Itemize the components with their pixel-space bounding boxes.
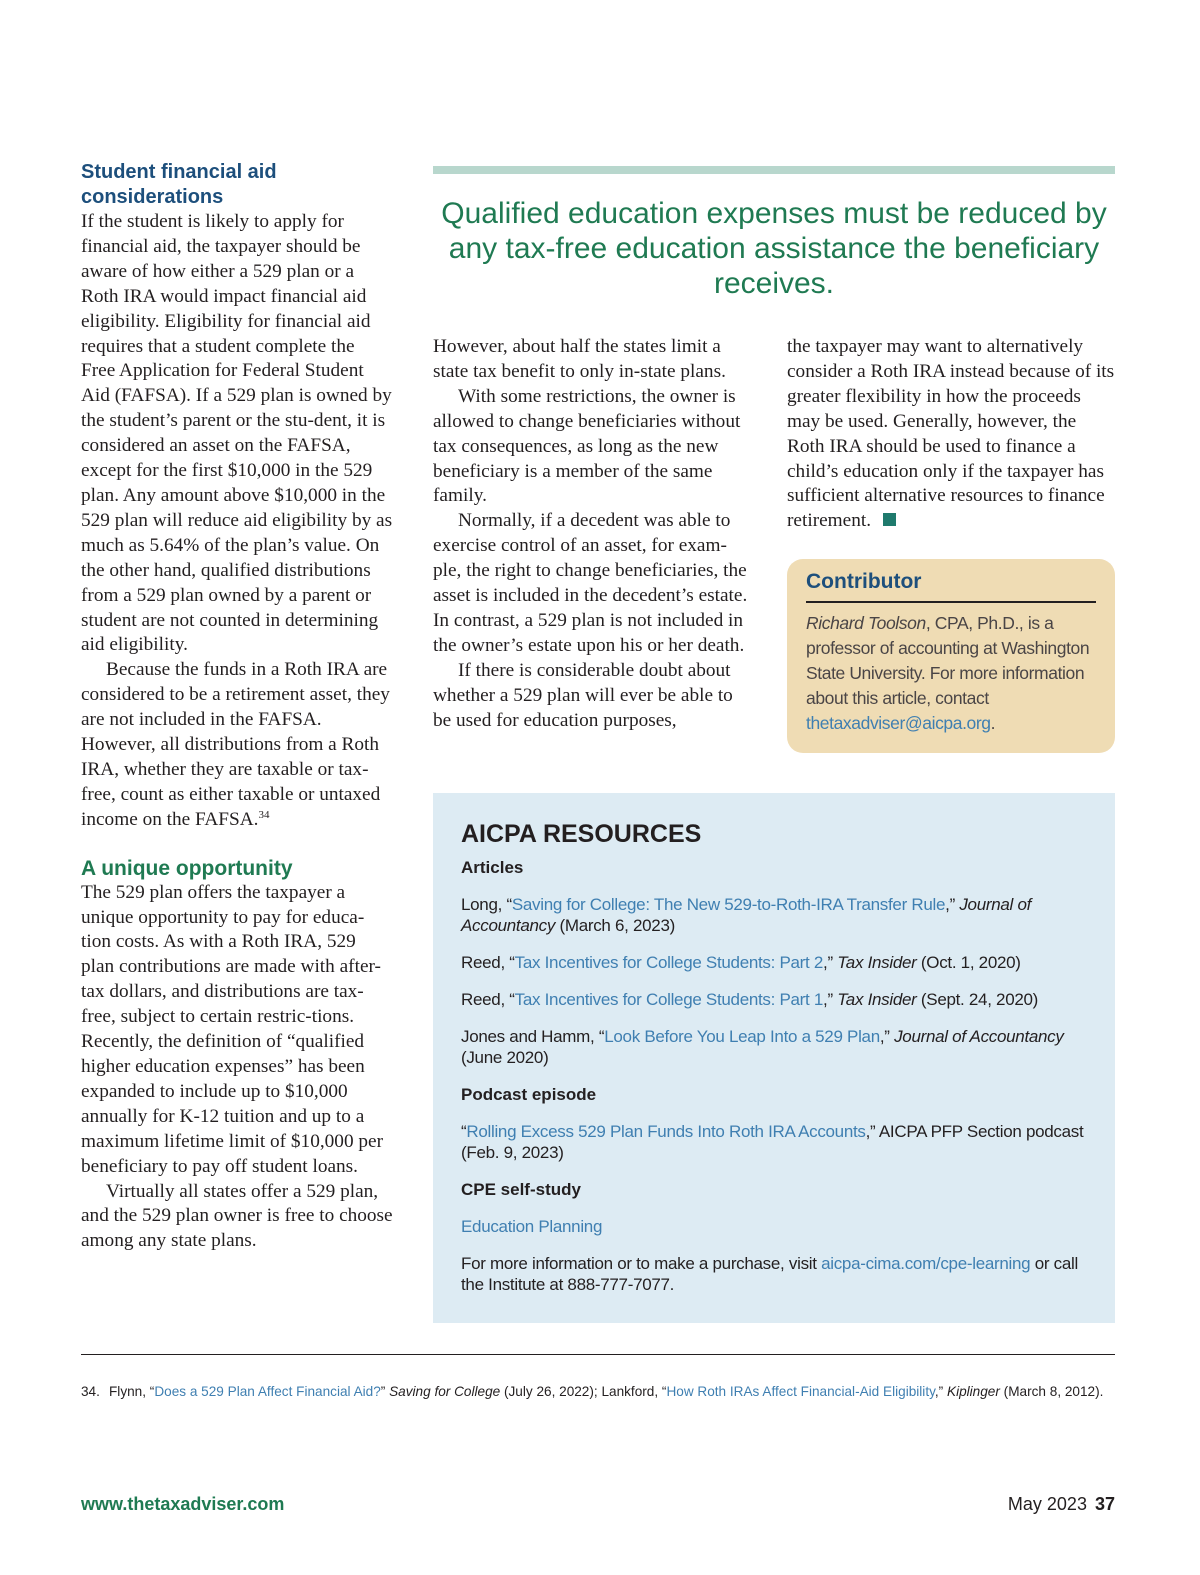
- right-column: [787, 335, 1117, 534]
- punctuation: ,”: [879, 1027, 895, 1046]
- podcast-link[interactable]: Rolling Excess 529 Plan Funds Into Roth IRA Accounts: [466, 1122, 866, 1141]
- publication-name: Journal of Accountancy: [894, 1027, 1064, 1046]
- cpe-heading: CPE self-study: [461, 1180, 581, 1199]
- article-link[interactable]: Look Before You Leap Into a 529 Plan: [604, 1027, 880, 1046]
- paragraph: Virtually all states offer a 529 plan, and the 529 plan owner is free to choose among any state plans.: [81, 1180, 393, 1252]
- footer-issue: [1008, 1493, 1115, 1515]
- article-link[interactable]: Saving for College: The New 529-to-Roth-IRA Transfer Rule: [511, 895, 946, 914]
- left-column: [81, 160, 393, 1254]
- footnote-divider: [81, 1354, 1115, 1355]
- article-author: Reed, “: [461, 953, 515, 972]
- end-mark-icon: [883, 513, 896, 526]
- footnote-text: (March 8, 2012).: [999, 1384, 1104, 1399]
- podcast-details: ,” AICPA PFP Section podcast (Feb. 9, 2023): [461, 1122, 1084, 1162]
- pull-quote: Qualified education expenses must be reduced by any tax-free education assistance the beneficiary receives.: [441, 197, 1107, 300]
- footnote: [81, 1382, 1115, 1402]
- podcast-heading: Podcast episode: [461, 1085, 597, 1104]
- footnote-text: Flynn, “: [109, 1384, 155, 1399]
- punctuation: ,”: [934, 1384, 947, 1399]
- publication-name: Saving for College: [389, 1384, 501, 1399]
- footnote-number: 34.: [81, 1384, 100, 1399]
- punctuation: ,”: [945, 895, 960, 914]
- paragraph: If there is considerable doubt about whether a 529 plan will ever be able to be used for education purposes,: [433, 659, 733, 731]
- publication-name: Tax Insider: [837, 990, 917, 1009]
- contributor-title: Contributor: [806, 569, 1096, 603]
- paragraph: [81, 658, 393, 832]
- publication-name: Tax Insider: [837, 953, 917, 972]
- cpe-link[interactable]: Education Planning: [461, 1217, 603, 1236]
- punctuation: ,”: [823, 953, 838, 972]
- section-heading-unique-opportunity: A unique opportunity: [81, 856, 293, 880]
- resources-info: [461, 1253, 1087, 1295]
- article-body-left: [81, 210, 393, 833]
- info-text: For more information or to make a purchase, visit: [461, 1254, 822, 1273]
- resource-article: [461, 894, 1087, 936]
- info-text: or call the Institute at 888-777-7077.: [461, 1254, 1078, 1294]
- paragraph: Normally, if a decedent was able to exercise control of an asset, for exam-ple, the right to change beneficiaries, the asset is included in the decedent’s estate. In contrast, a 529 plan is not included in the owner’s estate upon his or her death.: [433, 510, 748, 656]
- punctuation: ,”: [823, 990, 838, 1009]
- article-date: (Sept. 24, 2020): [916, 990, 1039, 1009]
- publication-name: Journal of Accountancy: [461, 895, 1032, 935]
- paragraph: If the student is likely to apply for financial aid, the taxpayer should be aware of how either a 529 plan or a Roth IRA would impact financial aid eligibility. Eligibility for financial aid requires that a student complete the Free Application for Federal Student Aid (FAFSA). If a 529 plan is owned by the student’s parent or the stu-dent, it is considered an asset on the FAFSA, except for the first $10,000 in the 529 plan. Any amount above $10,000 in the 529 plan will reduce aid eligibility by as much as 5.64% of the plan’s value. On the other hand, qualified distributions from a 529 plan owned by a parent or student are not counted in determining aid eligibility.: [81, 211, 393, 656]
- paragraph: The 529 plan offers the taxpayer a unique opportunity to pay for educa-tion costs. As with a Roth IRA, 529 plan contributions are made with after-tax dollars, and distributions are tax-free, subject to certain restric-tions. Recently, the definition of “qualified higher education expenses” has been expanded to include up to $10,000 annually for K-12 tuition and up to a maximum lifetime limit of $10,000 per beneficiary to pay off student loans.: [81, 881, 384, 1177]
- section-heading-financial-aid: Student financial aid considerations: [81, 161, 277, 208]
- resource-article: [461, 952, 1087, 973]
- contributor-name: Richard Toolson: [806, 613, 926, 633]
- articles-heading: Articles: [461, 858, 524, 877]
- article-body-left-2: [81, 881, 393, 1255]
- article-author: Reed, “: [461, 990, 515, 1009]
- publication-name: Kiplinger: [947, 1384, 1000, 1399]
- aicpa-resources-box: [433, 793, 1115, 1323]
- middle-column: [433, 335, 753, 734]
- paragraph-text: Because the funds in a Roth IRA are considered to be a retirement asset, they are not included in the FAFSA. However, all distributions from a Roth IRA, whether they are taxable or tax-free, count as either taxable or untaxed income on the FAFSA.: [81, 659, 390, 830]
- article-link[interactable]: Tax Incentives for College Students: Part 1: [514, 990, 824, 1009]
- contributor-bio-text: , CPA, Ph.D., is a professor of accounting at Washington State University. For more information about this article, contact: [806, 613, 1090, 708]
- pull-quote-bar: [433, 166, 1115, 174]
- paragraph: With some restrictions, the owner is allowed to change beneficiaries without tax consequences, as long as the new beneficiary is a member of the same family.: [433, 385, 741, 507]
- resource-cpe: [461, 1216, 1087, 1237]
- paragraph-text: the taxpayer may want to alternatively consider a Roth IRA instead because of its greater flexibility in how the proceeds may be used. Generally, however, the Roth IRA should be used to finance a child’s education only if the taxpayer has sufficient alternative resources to finance retirement.: [787, 336, 1115, 532]
- resource-article: [461, 1026, 1087, 1068]
- resource-article: [461, 989, 1087, 1010]
- punctuation: .: [990, 713, 996, 733]
- footer-website-link[interactable]: www.thetaxadviser.com: [81, 1494, 285, 1514]
- paragraph: However, about half the states limit a state tax benefit to only in-state plans.: [433, 336, 726, 382]
- footnote-text: (July 26, 2022); Lankford, “: [500, 1384, 667, 1399]
- article-link[interactable]: Tax Incentives for College Students: Part 2: [514, 953, 824, 972]
- page-number: 37: [1094, 1494, 1115, 1514]
- footnote-link[interactable]: Does a 529 Plan Affect Financial Aid?: [154, 1384, 381, 1399]
- resource-podcast: [461, 1121, 1087, 1163]
- article-date: (Oct. 1, 2020): [916, 953, 1021, 972]
- contributor-box: [787, 559, 1115, 753]
- footnote-ref[interactable]: 34: [258, 808, 270, 821]
- punctuation: ”: [380, 1384, 390, 1399]
- article-author: Jones and Hamm, “: [461, 1027, 605, 1046]
- contributor-email-link[interactable]: thetaxadviser@aicpa.org: [806, 713, 991, 733]
- resources-title: AICPA RESOURCES: [461, 820, 702, 848]
- contributor-bio: [806, 611, 1096, 736]
- article-date: (June 2020): [461, 1048, 549, 1067]
- paragraph: [787, 335, 1117, 534]
- issue-date: May 2023: [1007, 1494, 1087, 1514]
- article-date: (March 6, 2023): [555, 916, 675, 935]
- punctuation: “: [461, 1122, 467, 1141]
- article-author: Long, “: [461, 895, 512, 914]
- cpe-learning-link[interactable]: aicpa-cima.com/cpe-learning: [821, 1254, 1031, 1273]
- footnote-link[interactable]: How Roth IRAs Affect Financial-Aid Eligibility: [666, 1384, 935, 1399]
